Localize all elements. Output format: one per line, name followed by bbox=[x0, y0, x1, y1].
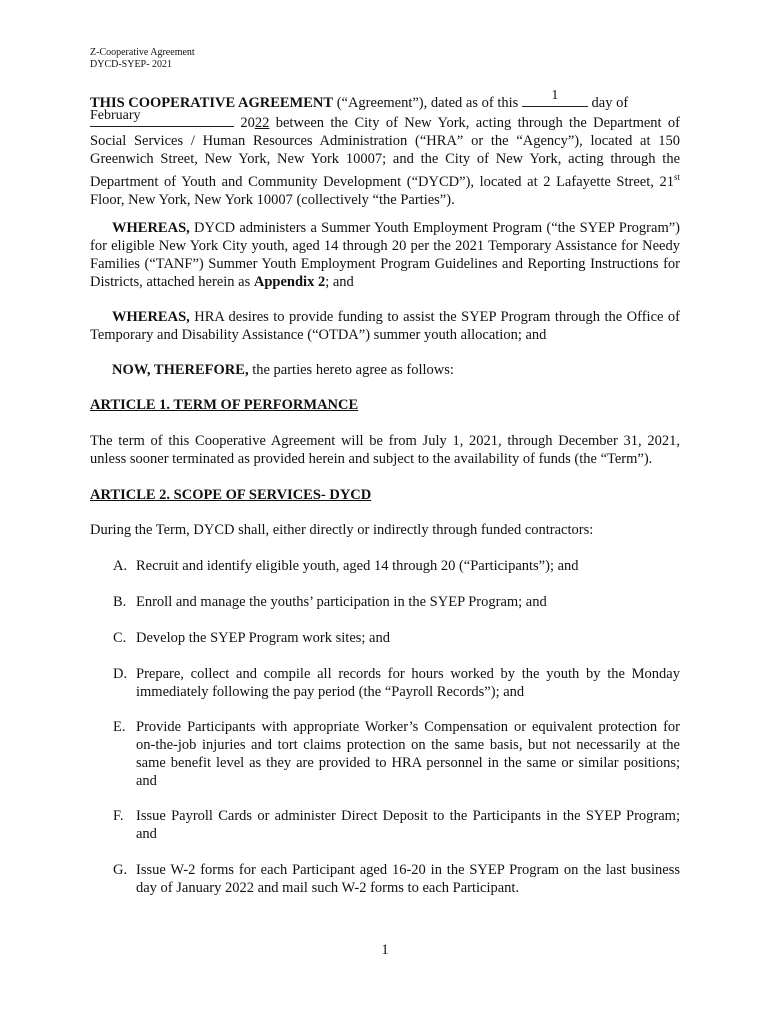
article-1-text: The term of this Cooperative Agreement will be from July 1, 2021, through December 31, 2021, unless sooner terminated as provided herein and subject to the availability of funds (the “Term”). bbox=[90, 433, 680, 467]
agreement-title: THIS COOPERATIVE AGREEMENT bbox=[90, 95, 334, 111]
article-2-heading: ARTICLE 2. SCOPE OF SERVICES- DYCD bbox=[90, 487, 372, 503]
whereas-paragraph-2: WHEREAS, HRA desires to provide funding to assist the SYEP Program through the Office of Temporary and Disability Assistance (“OTDA”) summer youth allocation; and bbox=[90, 309, 680, 343]
list-item: D. Prepare, collect and compile all records for hours worked by the youth by the Monday immediately following the pay period (the “Payroll Records”); and bbox=[113, 666, 680, 700]
article-2-intro: During the Term, DYCD shall, either directly or indirectly through funded contractors: bbox=[90, 522, 594, 538]
list-item: E. Provide Participants with appropriate Worker’s Compensation or equivalent protection for on-the-job injuries and tort claims protection on the same basis, but not necessarily at the same benefit level as they are provided to HRA personnel in the same or similar positions; and bbox=[113, 719, 680, 789]
list-item: B. Enroll and manage the youths’ participation in the SYEP Program; and bbox=[113, 594, 547, 610]
year-field[interactable]: 22 bbox=[254, 115, 270, 131]
list-item: C. Develop the SYEP Program work sites; and bbox=[113, 630, 390, 646]
header-title: Z-Cooperative Agreement bbox=[90, 47, 195, 58]
whereas-paragraph-1: WHEREAS, DYCD administers a Summer Youth Employment Program (“the SYEP Program”) for eligible New York City youth, aged 14 through 20 per the 2021 Temporary Assistance for Needy Families (“TANF”) Summer Youth Employment Program Guidelines and Reporting Instructions for Districts, attached herein as Appendix 2; and bbox=[90, 220, 680, 290]
article-1-heading: ARTICLE 1. TERM OF PERFORMANCE bbox=[90, 397, 359, 413]
document-header bbox=[90, 47, 195, 71]
page-number: 1 bbox=[381, 942, 389, 958]
list-item: F. Issue Payroll Cards or administer Direct Deposit to the Participants in the SYEP Program; and bbox=[113, 808, 680, 842]
list-item: A. Recruit and identify eligible youth, aged 14 through 20 (“Participants”); and bbox=[113, 558, 579, 574]
intro-paragraph: THIS COOPERATIVE AGREEMENT (“Agreement”), dated as of this 1 day of February 2022 between the City of New York, acting through the Department of Social Services / Human Resources Administration (“HRA” or the “Agency”), located at 150 Greenwich Street, New York, New York 10007; and the City of New York, acting through the Department of Youth and Community Development (“DYCD”), located at 2 Lafayette Street, 21st Floor, New York, New York 10007 (collectively “the Parties”). bbox=[90, 88, 681, 208]
list-item: G. Issue W-2 forms for each Participant aged 16-20 in the SYEP Program on the last business day of January 2022 and mail such W-2 forms to each Participant. bbox=[113, 862, 680, 896]
month-field[interactable]: February bbox=[90, 112, 234, 127]
now-therefore-paragraph: NOW, THEREFORE, the parties hereto agree as follows: bbox=[112, 362, 454, 378]
day-field[interactable]: 1 bbox=[522, 92, 588, 107]
header-code: DYCD-SYEP- 2021 bbox=[90, 59, 172, 70]
